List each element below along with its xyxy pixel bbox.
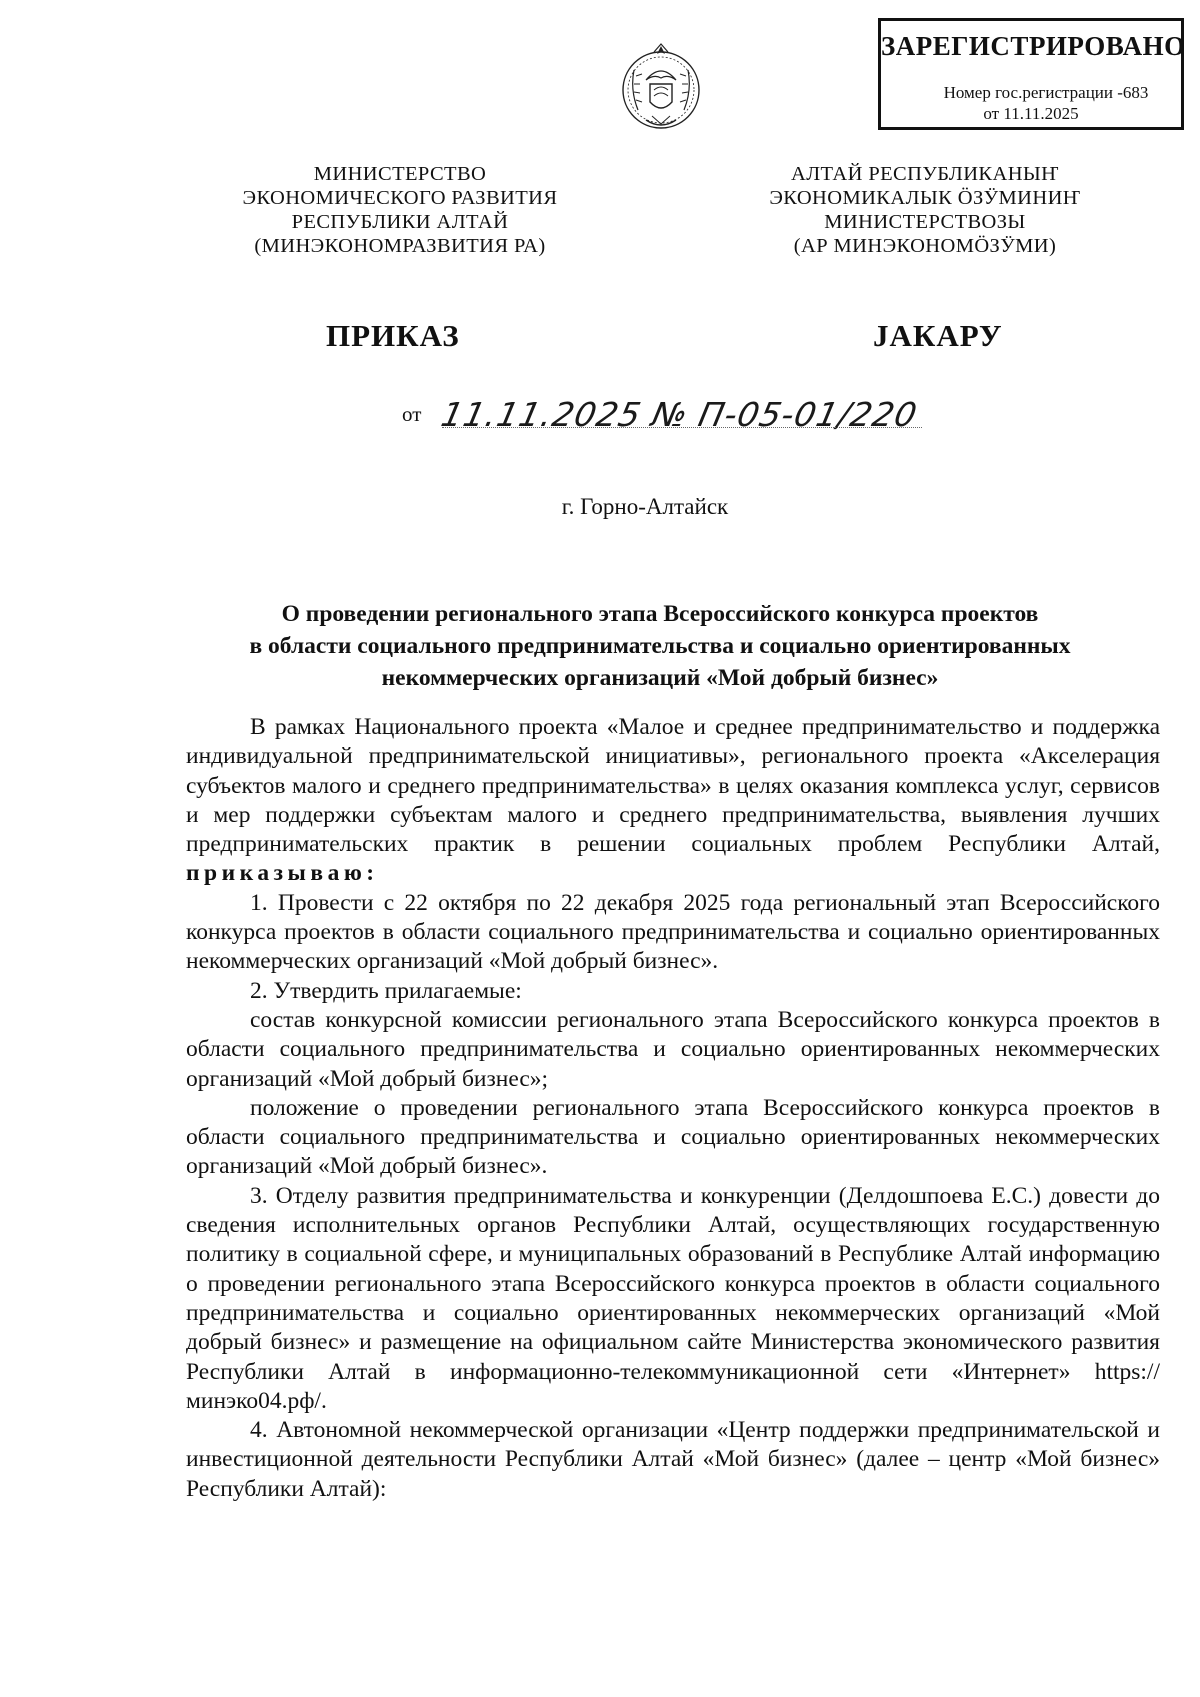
ministry-name-line: МИНИСТЕРСТВО [313, 163, 487, 185]
clause-1: 1. Провести с 22 октября по 22 декабря 2025 года региональный этап Всероссийского конкурса проектов в области социального предпринимательства и социально ориентированных некоммерческих организаций «Мой добрый бизнес». [186, 889, 1160, 975]
clause-2: 2. Утвердить прилагаемые: [250, 977, 522, 1004]
registration-stamp [878, 18, 1184, 130]
registration-number: Номер гос.регистрации -683 [943, 83, 1149, 102]
ministry-name-russian [200, 162, 600, 258]
clause-3: 3. Отделу развития предпринимательства и конкуренции (Делдошпоева Е.С.) довести до сведения исполнительных органов Республики Алтай, осуществляющих государственную политику в социальной сфере, и муниципальных образований в Республике Алтай информацию о проведении регионального этапа Всероссийского конкурса проектов в области социального предпринимательства и социально ориентированных некоммерческих организаций «Мой добрый бизнес» и размещение на официальном сайте Министерства экономического развития Республики Алтай в информационно-телекоммуникационной сети «Интернет» https://минэко04.рф/. [186, 1182, 1160, 1414]
preamble-text: В рамках Национального проекта «Малое и среднее предпринимательство и поддержка индивидуальной предпринимательской инициативы», регионального проекта «Акселерация субъектов малого и среднего предпринимательства» в целях оказания комплекса услуг, сервисов и мер поддержки субъектам малого и среднего предпринимательства, выявления лучших предпринимательских практик в решении социальных проблем Республики Алтай, [186, 714, 1160, 858]
ministry-name-altai [720, 162, 1130, 258]
stamp-title: ЗАРЕГИСТРИРОВАНО [881, 31, 1186, 61]
handwritten-date-number: 11.11.2025 № П-05-01/220 [437, 395, 922, 434]
clause-4: 4. Автономной некоммерческой организации «Центр поддержки предпринимательской и инвестиционной деятельности Республики Алтай «Мой бизнес» (далее – центр «Мой бизнес» Республики Алтай): [186, 1417, 1160, 1502]
clause-2-item-regulation: положение о проведении регионального этапа Всероссийского конкурса проектов в области социального предпринимательства и социально ориентированных некоммерческих организаций «Мой добрый бизнес». [186, 1094, 1160, 1180]
subject-line: О проведении регионального этапа Всероссийского конкурса проектов [281, 601, 1039, 627]
ministry-name-line: ЭКОНОМИКАЛЫК ӦЗӰМИНИҤ [769, 187, 1081, 209]
ministry-name-line: МИНИСТЕРСТВОЗЫ [824, 211, 1026, 233]
order-body [186, 713, 1160, 1504]
ministry-name-line: ЭКОНОМИЧЕСКОГО РАЗВИТИЯ [242, 187, 558, 209]
ministry-name-line: (АР МИНЭКОНОМӦЗӰМИ) [793, 235, 1057, 257]
date-underline [442, 427, 922, 428]
subject-line: некоммерческих организаций «Мой добрый бизнес» [381, 665, 939, 691]
city-location: г. Горно-Алтайск [561, 494, 729, 519]
doc-type-russian: ПРИКАЗ [326, 318, 460, 353]
preamble-paragraph [186, 713, 1160, 889]
order-subject [160, 598, 1160, 694]
clause-2-item-commission: состав конкурсной комиссии регионального этапа Всероссийского конкурса проектов в области социального предпринимательства и социально ориентированных некоммерческих организаций «Мой добрый бизнес»; [186, 1006, 1160, 1092]
preamble-colon: : [366, 860, 375, 887]
ministry-name-line: АЛТАЙ РЕСПУБЛИКАНЫҤ [790, 163, 1060, 185]
doc-type-altai: ЈАКАРУ [873, 318, 1003, 353]
order-date-number [402, 395, 922, 441]
ministry-name-line: (МИНЭКОНОМРАЗВИТИЯ РА) [254, 235, 546, 257]
date-prefix: от [402, 402, 422, 426]
subject-line: в области социального предпринимательства и социально ориентированных [249, 633, 1071, 659]
coat-of-arms-emblem [616, 40, 706, 140]
order-keyword: приказываю [186, 860, 367, 887]
ministry-name-line: РЕСПУБЛИКИ АЛТАЙ [291, 211, 509, 233]
registration-date: от 11.11.2025 [983, 104, 1079, 123]
